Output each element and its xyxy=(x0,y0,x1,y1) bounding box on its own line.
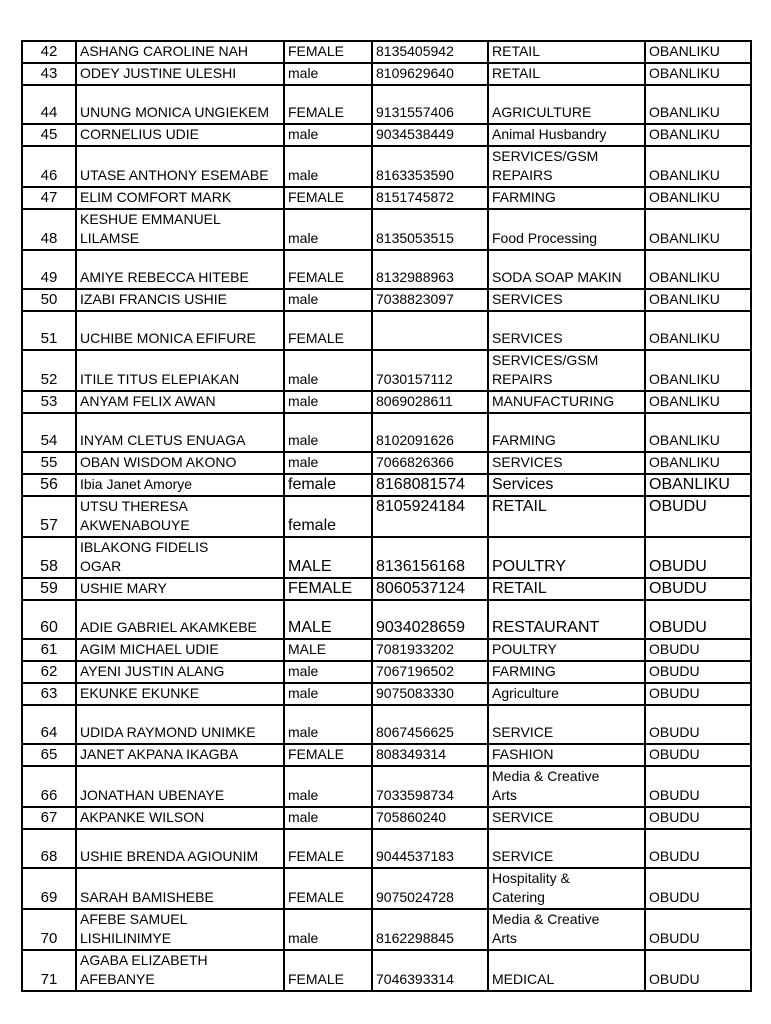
phone-cell: 9044537183 xyxy=(372,829,488,868)
phone-cell: 8135053515 xyxy=(372,209,488,250)
serial-number-cell: 63 xyxy=(22,683,76,705)
serial-number-cell: 57 xyxy=(22,496,76,537)
phone-cell: 8067456625 xyxy=(372,705,488,744)
gender-cell: FEMALE xyxy=(284,578,372,600)
name-cell-line: JONATHAN UBENAYE xyxy=(80,787,225,803)
name-cell-line: KESHUE EMMANUEL xyxy=(80,211,221,227)
name-cell xyxy=(76,474,284,496)
name-cell xyxy=(76,496,284,537)
name-cell-line: UCHIBE MONICA EFIFURE xyxy=(80,330,256,346)
sector-cell xyxy=(488,496,645,537)
sector-cell-line: MANUFACTURING xyxy=(492,393,615,409)
serial-number-cell: 68 xyxy=(22,829,76,868)
lga-cell: OBUDU xyxy=(645,868,751,909)
name-cell-line: OBAN WISDOM AKONO xyxy=(80,454,237,470)
name-cell xyxy=(76,209,284,250)
table-row xyxy=(22,744,751,766)
name-cell-line: ANYAM FELIX AWAN xyxy=(80,393,216,409)
sector-cell-line: Agriculture xyxy=(492,685,559,701)
name-cell xyxy=(76,413,284,452)
sector-cell xyxy=(488,868,645,909)
lga-cell: OBANLIKU xyxy=(645,391,751,413)
sector-cell-line: REPAIRS xyxy=(492,167,553,183)
sector-cell-line: FARMING xyxy=(492,663,556,679)
name-cell-line: ELIM COMFORT MARK xyxy=(80,189,232,205)
phone-cell: 9034028659 xyxy=(372,600,488,639)
serial-number-cell: 43 xyxy=(22,63,76,85)
sector-cell-line: Arts xyxy=(492,930,517,946)
table-body xyxy=(22,41,751,991)
phone-cell: 7038823097 xyxy=(372,289,488,311)
lga-cell: OBANLIKU xyxy=(645,250,751,289)
table-row xyxy=(22,41,751,63)
name-cell xyxy=(76,537,284,578)
lga-cell: OBANLIKU xyxy=(645,63,751,85)
name-cell xyxy=(76,639,284,661)
phone-cell: 7081933202 xyxy=(372,639,488,661)
phone-cell: 9034538449 xyxy=(372,124,488,146)
serial-number-cell: 58 xyxy=(22,537,76,578)
table-row xyxy=(22,63,751,85)
sector-cell-line: SODA SOAP MAKIN xyxy=(492,269,622,285)
serial-number-cell: 70 xyxy=(22,909,76,950)
phone-cell: 8069028611 xyxy=(372,391,488,413)
sector-cell-line: RETAIL xyxy=(492,43,540,59)
sector-cell xyxy=(488,705,645,744)
table-row xyxy=(22,250,751,289)
serial-number-cell: 56 xyxy=(22,474,76,496)
name-cell-line: UNUNG MONICA UNGIEKEM xyxy=(80,104,270,120)
sector-cell-line: MEDICAL xyxy=(492,971,555,987)
gender-cell: male xyxy=(284,705,372,744)
name-cell-line: JANET AKPANA IKAGBA xyxy=(80,746,239,762)
gender-cell: male xyxy=(284,391,372,413)
name-cell xyxy=(76,683,284,705)
gender-cell: FEMALE xyxy=(284,250,372,289)
lga-cell: OBANLIKU xyxy=(645,146,751,187)
name-cell xyxy=(76,909,284,950)
sector-cell xyxy=(488,537,645,578)
sector-cell xyxy=(488,187,645,209)
sector-cell xyxy=(488,950,645,991)
sector-cell-line: Arts xyxy=(492,787,517,803)
table-row xyxy=(22,209,751,250)
beneficiary-table xyxy=(21,40,752,992)
sector-cell-line: REPAIRS xyxy=(492,371,553,387)
name-cell-line: AFEBE SAMUEL xyxy=(80,911,188,927)
sector-cell xyxy=(488,209,645,250)
table-row xyxy=(22,705,751,744)
sector-cell-line: Catering xyxy=(492,889,545,905)
sector-cell xyxy=(488,661,645,683)
sector-cell-line: Animal Husbandry xyxy=(492,126,607,142)
lga-cell: OBUDU xyxy=(645,950,751,991)
gender-cell: male xyxy=(284,146,372,187)
lga-cell: OBUDU xyxy=(645,537,751,578)
name-cell xyxy=(76,250,284,289)
table-row xyxy=(22,85,751,124)
name-cell xyxy=(76,311,284,350)
phone-cell: 8163353590 xyxy=(372,146,488,187)
name-cell xyxy=(76,807,284,829)
phone-cell: 705860240 xyxy=(372,807,488,829)
sector-cell xyxy=(488,766,645,807)
table-row xyxy=(22,766,751,807)
sector-cell-line: RETAIL xyxy=(492,498,547,515)
sector-cell xyxy=(488,829,645,868)
phone-cell: 7033598734 xyxy=(372,766,488,807)
gender-cell: male xyxy=(284,63,372,85)
name-cell-line: USHIE BRENDA AGIOUNIM xyxy=(80,848,259,864)
table-row xyxy=(22,146,751,187)
sector-cell xyxy=(488,85,645,124)
phone-cell: 8102091626 xyxy=(372,413,488,452)
name-cell-line: UTSU THERESA xyxy=(80,498,188,514)
sector-cell xyxy=(488,146,645,187)
name-cell-line: IBLAKONG FIDELIS xyxy=(80,539,209,555)
serial-number-cell: 42 xyxy=(22,41,76,63)
table-row xyxy=(22,829,751,868)
lga-cell: OBANLIKU xyxy=(645,350,751,391)
sector-cell xyxy=(488,807,645,829)
name-cell-line: AMIYE REBECCA HITEBE xyxy=(80,269,249,285)
serial-number-cell: 44 xyxy=(22,85,76,124)
table-row xyxy=(22,868,751,909)
lga-cell: OBUDU xyxy=(645,807,751,829)
sector-cell-line: RESTAURANT xyxy=(492,619,600,636)
name-cell xyxy=(76,829,284,868)
gender-cell: FEMALE xyxy=(284,41,372,63)
gender-cell: male xyxy=(284,350,372,391)
gender-cell: MALE xyxy=(284,537,372,578)
sector-cell xyxy=(488,350,645,391)
phone-cell: 9131557406 xyxy=(372,85,488,124)
serial-number-cell: 67 xyxy=(22,807,76,829)
lga-cell: OBANLIKU xyxy=(645,85,751,124)
phone-cell: 7066826366 xyxy=(372,452,488,474)
lga-cell: OBUDU xyxy=(645,683,751,705)
lga-cell: OBANLIKU xyxy=(645,41,751,63)
table-row xyxy=(22,661,751,683)
lga-cell: OBANLIKU xyxy=(645,311,751,350)
serial-number-cell: 49 xyxy=(22,250,76,289)
sector-cell xyxy=(488,639,645,661)
gender-cell: FEMALE xyxy=(284,950,372,991)
phone-cell xyxy=(372,311,488,350)
name-cell-line: LISHILINIMYE xyxy=(80,930,172,946)
name-cell-line: INYAM CLETUS ENUAGA xyxy=(80,432,246,448)
serial-number-cell: 48 xyxy=(22,209,76,250)
sector-cell-line: FARMING xyxy=(492,189,556,205)
phone-cell: 8060537124 xyxy=(372,578,488,600)
sector-cell xyxy=(488,63,645,85)
sector-cell-line: Media & Creative xyxy=(492,768,600,784)
phone-cell: 808349314 xyxy=(372,744,488,766)
lga-cell: OBUDU xyxy=(645,909,751,950)
phone-cell: 8105924184 xyxy=(372,496,488,537)
sector-cell xyxy=(488,311,645,350)
gender-cell: FEMALE xyxy=(284,85,372,124)
phone-cell: 8109629640 xyxy=(372,63,488,85)
name-cell-line: SARAH BAMISHEBE xyxy=(80,889,214,905)
serial-number-cell: 47 xyxy=(22,187,76,209)
gender-cell: male xyxy=(284,124,372,146)
table-row xyxy=(22,413,751,452)
lga-cell: OBUDU xyxy=(645,578,751,600)
sector-cell-line: AGRICULTURE xyxy=(492,104,592,120)
serial-number-cell: 54 xyxy=(22,413,76,452)
name-cell xyxy=(76,63,284,85)
gender-cell: MALE xyxy=(284,600,372,639)
table-row xyxy=(22,950,751,991)
sector-cell-line: RETAIL xyxy=(492,580,547,597)
sector-cell xyxy=(488,124,645,146)
sector-cell xyxy=(488,474,645,496)
name-cell-line: ASHANG CAROLINE NAH xyxy=(80,43,249,59)
serial-number-cell: 62 xyxy=(22,661,76,683)
lga-cell: OBANLIKU xyxy=(645,124,751,146)
sector-cell-line: SERVICE xyxy=(492,848,554,864)
sector-cell-line: FARMING xyxy=(492,432,556,448)
sector-cell xyxy=(488,578,645,600)
table-row xyxy=(22,909,751,950)
table-row xyxy=(22,683,751,705)
gender-cell: female xyxy=(284,474,372,496)
lga-cell: OBUDU xyxy=(645,705,751,744)
phone-cell: 7067196502 xyxy=(372,661,488,683)
gender-cell: male xyxy=(284,766,372,807)
name-cell xyxy=(76,705,284,744)
lga-cell: OBUDU xyxy=(645,829,751,868)
phone-cell: 7046393314 xyxy=(372,950,488,991)
sector-cell xyxy=(488,391,645,413)
serial-number-cell: 65 xyxy=(22,744,76,766)
phone-cell: 7030157112 xyxy=(372,350,488,391)
serial-number-cell: 51 xyxy=(22,311,76,350)
sector-cell xyxy=(488,452,645,474)
sector-cell xyxy=(488,683,645,705)
name-cell-line: AGABA ELIZABETH xyxy=(80,952,208,968)
sector-cell xyxy=(488,250,645,289)
sector-cell-line: RETAIL xyxy=(492,65,540,81)
gender-cell: FEMALE xyxy=(284,744,372,766)
sector-cell xyxy=(488,909,645,950)
gender-cell: FEMALE xyxy=(284,187,372,209)
serial-number-cell: 59 xyxy=(22,578,76,600)
sector-cell-line: Food Processing xyxy=(492,230,598,246)
gender-cell: male xyxy=(284,209,372,250)
phone-cell: 8162298845 xyxy=(372,909,488,950)
lga-cell: OBANLIKU xyxy=(645,289,751,311)
gender-cell: female xyxy=(284,496,372,537)
phone-cell: 9075024728 xyxy=(372,868,488,909)
phone-cell: 9075083330 xyxy=(372,683,488,705)
name-cell-line: IZABI FRANCIS USHIE xyxy=(80,291,228,307)
lga-cell: OBANLIKU xyxy=(645,413,751,452)
sector-cell-line: SERVICES xyxy=(492,291,563,307)
serial-number-cell: 50 xyxy=(22,289,76,311)
table-row xyxy=(22,350,751,391)
table-row xyxy=(22,537,751,578)
phone-cell: 8135405942 xyxy=(372,41,488,63)
name-cell xyxy=(76,766,284,807)
lga-cell: OBUDU xyxy=(645,496,751,537)
gender-cell: male xyxy=(284,661,372,683)
lga-cell: OBANLIKU xyxy=(645,474,751,496)
gender-cell: male xyxy=(284,289,372,311)
name-cell xyxy=(76,187,284,209)
name-cell-line: AYENI JUSTIN ALANG xyxy=(80,663,225,679)
name-cell xyxy=(76,452,284,474)
serial-number-cell: 53 xyxy=(22,391,76,413)
phone-cell: 8136156168 xyxy=(372,537,488,578)
sector-cell xyxy=(488,413,645,452)
lga-cell: OBUDU xyxy=(645,744,751,766)
sector-cell-line: SERVICES/GSM xyxy=(492,148,599,164)
name-cell xyxy=(76,41,284,63)
lga-cell: OBANLIKU xyxy=(645,209,751,250)
lga-cell: OBUDU xyxy=(645,600,751,639)
sector-cell-line: SERVICE xyxy=(492,809,554,825)
serial-number-cell: 71 xyxy=(22,950,76,991)
sector-cell-line: SERVICE xyxy=(492,724,554,740)
serial-number-cell: 64 xyxy=(22,705,76,744)
lga-cell: OBUDU xyxy=(645,661,751,683)
sector-cell xyxy=(488,600,645,639)
sector-cell xyxy=(488,289,645,311)
gender-cell: male xyxy=(284,683,372,705)
sector-cell-line: POULTRY xyxy=(492,558,567,575)
name-cell-line: AKPANKE WILSON xyxy=(80,809,205,825)
table-row xyxy=(22,124,751,146)
lga-cell: OBANLIKU xyxy=(645,187,751,209)
name-cell xyxy=(76,744,284,766)
gender-cell: male xyxy=(284,413,372,452)
sector-cell-line: Hospitality & xyxy=(492,870,570,886)
sector-cell-line: Media & Creative xyxy=(492,911,600,927)
sector-cell-line: POULTRY xyxy=(492,641,557,657)
name-cell-line: UDIDA RAYMOND UNIMKE xyxy=(80,724,256,740)
name-cell-line: Ibia Janet Amorye xyxy=(80,476,193,492)
name-cell xyxy=(76,600,284,639)
serial-number-cell: 52 xyxy=(22,350,76,391)
serial-number-cell: 55 xyxy=(22,452,76,474)
sector-cell-line: FASHION xyxy=(492,746,554,762)
name-cell-line: UTASE ANTHONY ESEMABE xyxy=(80,167,269,183)
name-cell xyxy=(76,661,284,683)
table-row xyxy=(22,311,751,350)
name-cell-line: ITILE TITUS ELEPIAKAN xyxy=(80,371,240,387)
name-cell xyxy=(76,124,284,146)
phone-cell: 8168081574 xyxy=(372,474,488,496)
name-cell-line: ADIE GABRIEL AKAMKEBE xyxy=(80,619,257,635)
serial-number-cell: 61 xyxy=(22,639,76,661)
name-cell-line: ODEY JUSTINE ULESHI xyxy=(80,65,237,81)
sector-cell xyxy=(488,744,645,766)
sector-cell-line: SERVICES xyxy=(492,330,563,346)
gender-cell: FEMALE xyxy=(284,868,372,909)
name-cell xyxy=(76,289,284,311)
name-cell-line: AKWENABOUYE xyxy=(80,517,190,533)
name-cell xyxy=(76,350,284,391)
gender-cell: MALE xyxy=(284,639,372,661)
lga-cell: OBUDU xyxy=(645,639,751,661)
gender-cell: male xyxy=(284,452,372,474)
lga-cell: OBUDU xyxy=(645,766,751,807)
phone-cell: 8151745872 xyxy=(372,187,488,209)
name-cell-line: CORNELIUS UDIE xyxy=(80,126,200,142)
table-row xyxy=(22,474,751,496)
sector-cell-line: SERVICES/GSM xyxy=(492,352,599,368)
lga-cell: OBANLIKU xyxy=(645,452,751,474)
table-row xyxy=(22,289,751,311)
gender-cell: male xyxy=(284,807,372,829)
table-row xyxy=(22,496,751,537)
sector-cell-line: Services xyxy=(492,476,554,493)
serial-number-cell: 60 xyxy=(22,600,76,639)
serial-number-cell: 69 xyxy=(22,868,76,909)
serial-number-cell: 45 xyxy=(22,124,76,146)
table-row xyxy=(22,807,751,829)
sector-cell xyxy=(488,41,645,63)
table-row xyxy=(22,600,751,639)
name-cell xyxy=(76,391,284,413)
name-cell-line: LILAMSE xyxy=(80,230,140,246)
table-row xyxy=(22,187,751,209)
table-row xyxy=(22,578,751,600)
name-cell xyxy=(76,578,284,600)
gender-cell: FEMALE xyxy=(284,311,372,350)
name-cell xyxy=(76,868,284,909)
name-cell-line: USHIE MARY xyxy=(80,580,167,596)
serial-number-cell: 66 xyxy=(22,766,76,807)
serial-number-cell: 46 xyxy=(22,146,76,187)
name-cell-line: EKUNKE EKUNKE xyxy=(80,685,200,701)
name-cell-line: OGAR xyxy=(80,558,122,574)
gender-cell: FEMALE xyxy=(284,829,372,868)
table-row xyxy=(22,391,751,413)
gender-cell: male xyxy=(284,909,372,950)
name-cell xyxy=(76,85,284,124)
table-row xyxy=(22,639,751,661)
name-cell xyxy=(76,146,284,187)
name-cell-line: AFEBANYE xyxy=(80,971,155,987)
phone-cell: 8132988963 xyxy=(372,250,488,289)
table-row xyxy=(22,452,751,474)
sector-cell-line: SERVICES xyxy=(492,454,563,470)
name-cell-line: AGIM MICHAEL UDIE xyxy=(80,641,219,657)
name-cell xyxy=(76,950,284,991)
